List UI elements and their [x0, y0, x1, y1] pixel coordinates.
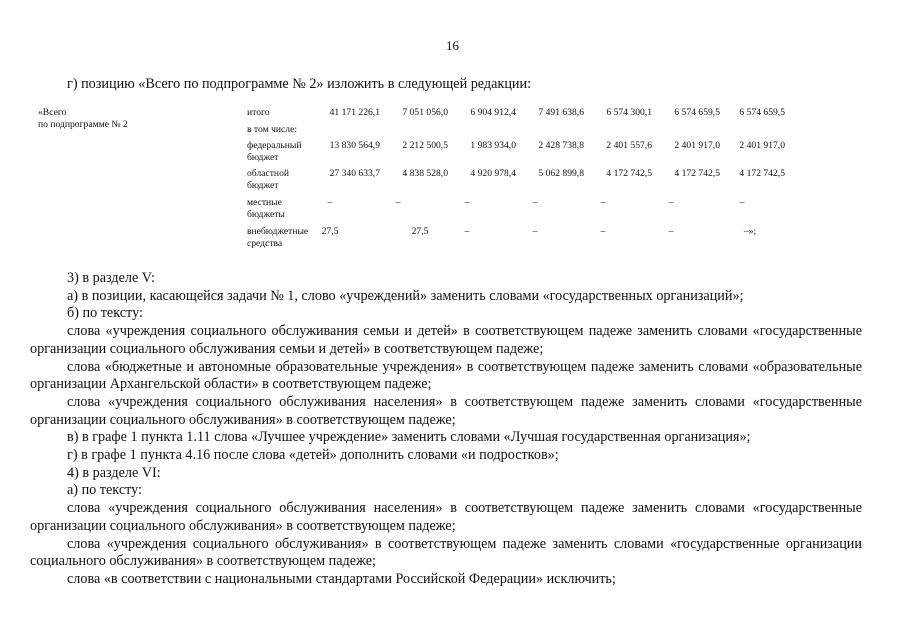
row-label: местные бюджеты [247, 197, 285, 220]
table-cell: 2 401 917,0 [674, 140, 720, 151]
paragraph: слова «бюджетные и автономные образовательные учреждения» в соответствующем падеже заменить словами «образовательные организации Архангельской области» в соответствующем падеже; [30, 358, 862, 393]
table-cell: – [327, 197, 333, 208]
row-label: федеральный бюджет [247, 140, 302, 163]
table-cell: 5 062 899,8 [538, 168, 584, 179]
table-cell: – [532, 226, 538, 237]
table-cell: – [532, 197, 538, 208]
paragraph: а) в позиции, касающейся задачи № 1, слово «учреждений» заменить словами «государственных организаций»; [67, 287, 744, 304]
paragraph: б) по тексту: [67, 305, 143, 322]
paragraph: в) в графе 1 пункта 1.11 слова «Лучшее учреждение» заменить словами «Лучшая государственная организация»; [67, 429, 751, 446]
table-cell: 2 401 557,6 [606, 140, 652, 151]
paragraph: слова «учреждения социального обслуживания населения» в соответствующем падеже заменить словами «государственные организации социального обслуживания» в соответствующем падеже; [30, 393, 862, 428]
row-label: областной бюджет [247, 168, 290, 191]
table-cell: 2 428 738,8 [538, 140, 584, 151]
table-cell: – [739, 197, 745, 208]
paragraph: слова «в соответствии с национальными стандартами Российской Федерации» исключить; [67, 570, 616, 587]
table-cell: 13 830 564,9 [329, 140, 380, 151]
table-cell: – [464, 197, 470, 208]
paragraph: слова «учреждения социального обслуживания населения» в соответствующем падеже заменить словами «государственные организации социального обслуживания» в соответствующем падеже; [30, 500, 862, 534]
table-cell: 27,5 [321, 226, 339, 237]
table-cell: – [668, 226, 674, 237]
table-cell: – [600, 197, 606, 208]
table-cell: –»; [743, 226, 757, 237]
table-cell: 7 491 638,6 [538, 107, 584, 118]
paragraph: слова «учреждения социального обслуживания» в соответствующем падеже заменить словами «государственные организации социального обслуживания» в соответствующем падеже; [30, 535, 862, 570]
table-cell: 4 172 742,5 [674, 168, 720, 179]
table-cell: – [464, 226, 470, 237]
row-label: итого [247, 107, 270, 118]
table-cell: 27,5 [411, 226, 429, 237]
paragraph: 4) в разделе VI: [67, 464, 161, 481]
paragraph: г) в графе 1 пункта 4.16 после слова «детей» дополнить словами «и подростков»; [67, 447, 559, 464]
table-cell: 4 838 528,0 [402, 168, 448, 179]
table-cell: 6 904 912,4 [470, 107, 516, 118]
table-cell: 4 172 742,5 [739, 168, 785, 179]
table-cell: 6 574 659,5 [674, 107, 720, 118]
table-cell: 27 340 633,7 [329, 168, 380, 179]
paragraph: слова «учреждения социального обслуживания семьи и детей» в соответствующем падеже заменить словами «государственные организации социального обслуживания семьи и детей» в соответствующем падеже; [30, 323, 862, 357]
table-cell: 7 051 056,0 [402, 107, 448, 118]
table-cell: 4 920 978,4 [470, 168, 516, 179]
row-label: внебюджетные средства [247, 226, 309, 249]
table-cell: – [395, 197, 401, 208]
document-body [30, 270, 862, 589]
table-cell: 4 172 742,5 [606, 168, 652, 179]
table-cell: 2 401 917,0 [739, 140, 785, 151]
table-cell: 2 212 500,5 [402, 140, 448, 151]
paragraph: 3) в разделе V: [67, 270, 155, 286]
page-number: 16 [446, 38, 459, 53]
table-cell: – [668, 197, 674, 208]
row-label: в том числе: [247, 124, 298, 135]
table-cell: 6 574 659,5 [739, 107, 785, 118]
table-cell: 6 574 300,1 [606, 107, 652, 118]
table-cell: 41 171 226,1 [329, 107, 380, 118]
table-row-group-label: «Всего по подпрограмме № 2 [38, 107, 128, 130]
table-cell: 1 983 934,0 [470, 140, 516, 151]
paragraph: а) по тексту: [67, 482, 142, 499]
intro-paragraph: г) позицию «Всего по подпрограмме № 2» изложить в следующей редакции: [67, 76, 532, 92]
table-cell: – [600, 226, 606, 237]
